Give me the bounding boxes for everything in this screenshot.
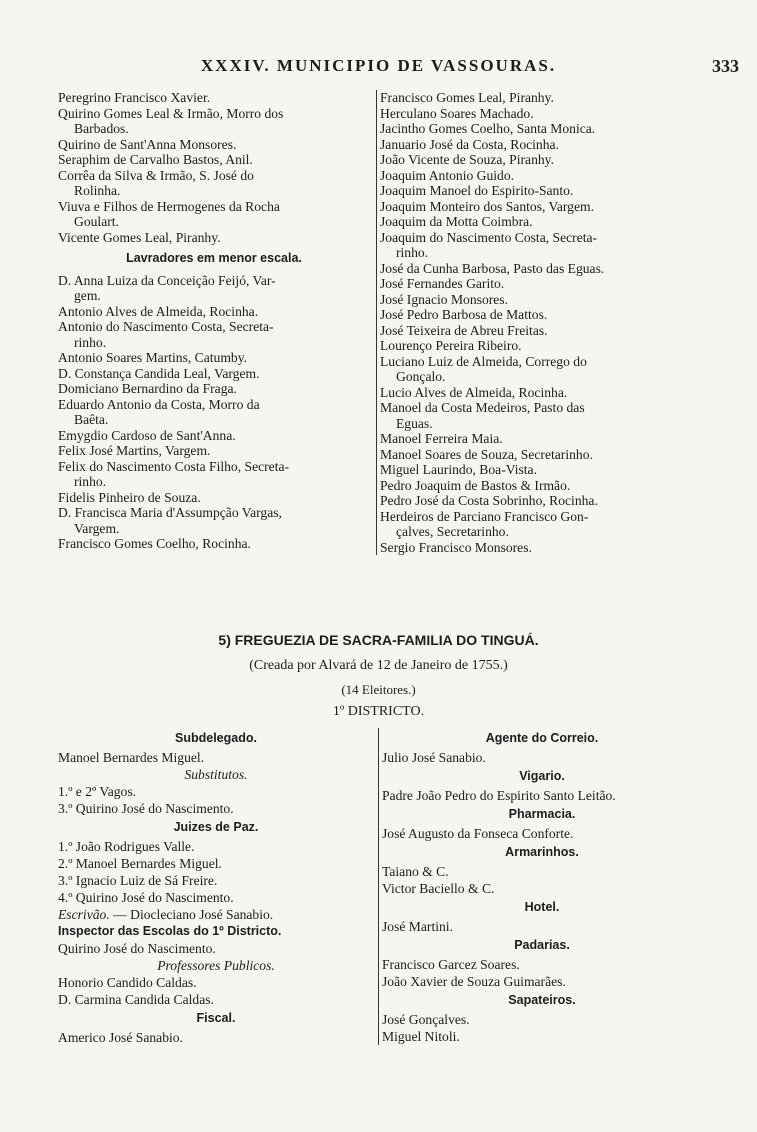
list-item-continuation: Barbados. <box>74 121 129 136</box>
list-item-continuation: rinho. <box>396 245 429 260</box>
list-item: Miguel Nitoli. <box>382 1029 460 1044</box>
list-item: Felix José Martins, Vargem. <box>58 443 211 458</box>
sapateiros-heading: Sapateiros. <box>508 993 576 1007</box>
list-item: Sergio Francisco Monsores. <box>380 539 532 555</box>
vigario-heading: Vigario. <box>519 769 565 783</box>
list-item: Fidelis Pinheiro de Souza. <box>58 489 201 505</box>
pharmacia-heading: Pharmacia. <box>508 807 576 821</box>
list-item: Manoel Ferreira Maia. <box>380 431 503 446</box>
list-item: Vicente Gomes Leal, Piranhy. <box>58 229 221 245</box>
list-item: D. Constança Candida Leal, Vargem. <box>58 365 260 381</box>
substitutos-heading: Substitutos. <box>184 767 248 782</box>
inspector-heading: Inspector das Escolas do 1º Districto. <box>58 924 282 938</box>
subdelegado-heading: Subdelegado. <box>175 731 257 745</box>
list-item: João Xavier de Souza Guimarães. <box>382 974 566 989</box>
list-item: José Pedro Barbosa de Mattos. <box>380 307 548 322</box>
section-created: (Creada por Alvará de 12 de Janeiro de 1755.) <box>249 658 508 673</box>
list-item: D. Anna Luiza da Conceição Feijó, Var- <box>58 272 276 288</box>
list-item: Quirino Gomes Leal & Irmão, Morro dos <box>58 105 284 121</box>
list-item: Antonio Alves de Almeida, Rocinha. <box>58 303 259 319</box>
list-item: 1.º e 2º Vagos. <box>58 784 137 799</box>
list-item: Joaquim Antonio Guido. <box>380 167 515 183</box>
list-item: Emygdio Cardoso de Sant'Anna. <box>58 427 236 443</box>
list-item-continuation: Gonçalo. <box>396 369 446 384</box>
list-item: 4.º Quirino José do Nascimento. <box>58 890 234 905</box>
list-item: Joaquim Manoel do Espirito-Santo. <box>380 183 574 198</box>
list-item-continuation: Goulart. <box>74 214 119 229</box>
list-item: Peregrino Francisco Xavier. <box>58 90 211 105</box>
list-item: Viuva e Filhos de Hermogenes da Rocha <box>58 198 280 214</box>
list-item: Lucio Alves de Almeida, Rocinha. <box>380 384 568 400</box>
list-item: Domiciano Bernardino da Fraga. <box>58 381 237 396</box>
list-item: Honorio Candido Caldas. <box>58 975 197 990</box>
list-item: João Vicente de Souza, Piranhy. <box>380 152 554 167</box>
bottom-right-column <box>378 728 702 1045</box>
list-item: Joaquim do Nascimento Costa, Secreta- <box>380 229 598 245</box>
correio-name: Julio José Sanabio. <box>382 750 486 765</box>
list-item-continuation: Eguas. <box>396 415 433 431</box>
list-item-continuation: Rolinha. <box>74 183 121 198</box>
list-item-continuation: gem. <box>74 288 101 303</box>
list-item: Seraphim de Carvalho Bastos, Anil. <box>58 152 253 167</box>
list-item: Manoel Soares de Souza, Secretarinho. <box>380 446 593 462</box>
page-header <box>0 56 757 78</box>
professores-heading: Professores Publicos. <box>157 958 275 973</box>
list-item: 3.º Ignacio Luiz de Sá Freire. <box>58 873 218 888</box>
subdelegado-name: Manoel Bernardes Miguel. <box>58 750 205 765</box>
juizes-heading: Juizes de Paz. <box>173 820 259 834</box>
escrivao-line <box>58 906 374 923</box>
list-item-continuation: Vargem. <box>74 520 120 536</box>
padarias-heading: Padarias. <box>514 938 570 952</box>
top-left-column <box>58 90 370 552</box>
list-item: Lourenço Pereira Ribeiro. <box>380 338 522 353</box>
list-item: Herdeiros de Parciano Francisco Gon- <box>380 508 589 524</box>
list-item: 1.º João Rodrigues Valle. <box>58 839 195 854</box>
section-title: 5) FREGUEZIA DE SACRA-FAMILIA DO TINGUÁ. <box>218 632 539 648</box>
list-item: Francisco Gomes Leal, Piranhy. <box>380 90 554 105</box>
list-item-continuation: Baêta. <box>74 412 109 427</box>
list-item: José Gonçalves. <box>382 1012 470 1027</box>
list-item: José Fernandes Garito. <box>380 276 505 291</box>
list-item: Pedro José da Costa Sobrinho, Rocinha. <box>380 493 598 508</box>
list-item: 3.º Quirino José do Nascimento. <box>58 801 234 816</box>
list-item: D. Carmina Candida Caldas. <box>58 992 214 1007</box>
list-item: José Ignacio Monsores. <box>380 291 508 307</box>
list-item: Jacintho Gomes Coelho, Santa Monica. <box>380 121 596 136</box>
list-item-continuation: çalves, Secretarinho. <box>396 524 509 539</box>
list-item: Eduardo Antonio da Costa, Morro da <box>58 396 260 412</box>
list-item: Victor Baciello & C. <box>382 881 495 896</box>
list-item: Corrêa da Silva & Irmão, S. José do <box>58 167 254 183</box>
correio-heading: Agente do Correio. <box>485 731 599 745</box>
list-item: Luciano Luiz de Almeida, Corrego do <box>380 353 587 369</box>
escrivao-name: — Diocleciano José Sanabio. <box>109 907 274 922</box>
vigario-name: Padre João Pedro do Espirito Santo Leitão. <box>382 788 616 803</box>
list-item: Manoel da Costa Medeiros, Pasto das <box>380 400 585 415</box>
list-item: 2.º Manoel Bernardes Miguel. <box>58 856 222 871</box>
list-item: Joaquim da Motta Coimbra. <box>380 214 533 229</box>
pharmacia-name: José Augusto da Fonseca Conforte. <box>382 826 574 841</box>
hotel-heading: Hotel. <box>524 900 560 914</box>
list-item: D. Francisca Maria d'Assumpção Vargas, <box>58 505 282 520</box>
fiscal-heading: Fiscal. <box>196 1011 236 1025</box>
page-title: XXXIV. MUNICIPIO DE VASSOURAS. <box>200 56 557 75</box>
list-item: Miguel Laurindo, Boa-Vista. <box>380 462 537 477</box>
list-item: Antonio do Nascimento Costa, Secreta- <box>58 319 274 334</box>
list-item: Francisco Gomes Coelho, Rocinha. <box>58 536 251 551</box>
list-item-continuation: rinho. <box>74 334 107 350</box>
lavradores-heading: Lavradores em menor escala. <box>126 251 302 265</box>
list-item: Antonio Soares Martins, Catumby. <box>58 350 248 365</box>
list-item: Pedro Joaquim de Bastos & Irmão. <box>380 477 571 493</box>
list-item: Felix do Nascimento Costa Filho, Secreta- <box>58 458 290 474</box>
list-item: Herculano Soares Machado. <box>380 105 534 121</box>
escrivao-label: Escrivão. <box>58 907 110 922</box>
list-item: José da Cunha Barbosa, Pasto das Eguas. <box>380 260 605 276</box>
inspector-name: Quirino José do Nascimento. <box>58 941 216 956</box>
armarinhos-heading: Armarinhos. <box>505 845 579 859</box>
list-item: Taiano & C. <box>382 864 449 879</box>
top-right-column <box>376 90 702 555</box>
list-item: Quirino de Sant'Anna Monsores. <box>58 136 237 152</box>
section-district: 1º DISTRICTO. <box>332 704 425 719</box>
list-item-continuation: rinho. <box>74 474 107 489</box>
page-number: 333 <box>712 56 739 76</box>
list-item: Francisco Garcez Soares. <box>382 957 520 972</box>
list-item: José Teixeira de Abreu Freitas. <box>380 322 548 338</box>
list-item: Joaquim Monteiro dos Santos, Vargem. <box>380 198 594 214</box>
hotel-name: José Martini. <box>382 919 453 934</box>
bottom-left-column <box>58 728 374 1046</box>
list-item: Januario José da Costa, Rocinha. <box>380 136 559 152</box>
fiscal-name: Americo José Sanabio. <box>58 1030 183 1045</box>
section-electors: (14 Eleitores.) <box>341 682 416 697</box>
